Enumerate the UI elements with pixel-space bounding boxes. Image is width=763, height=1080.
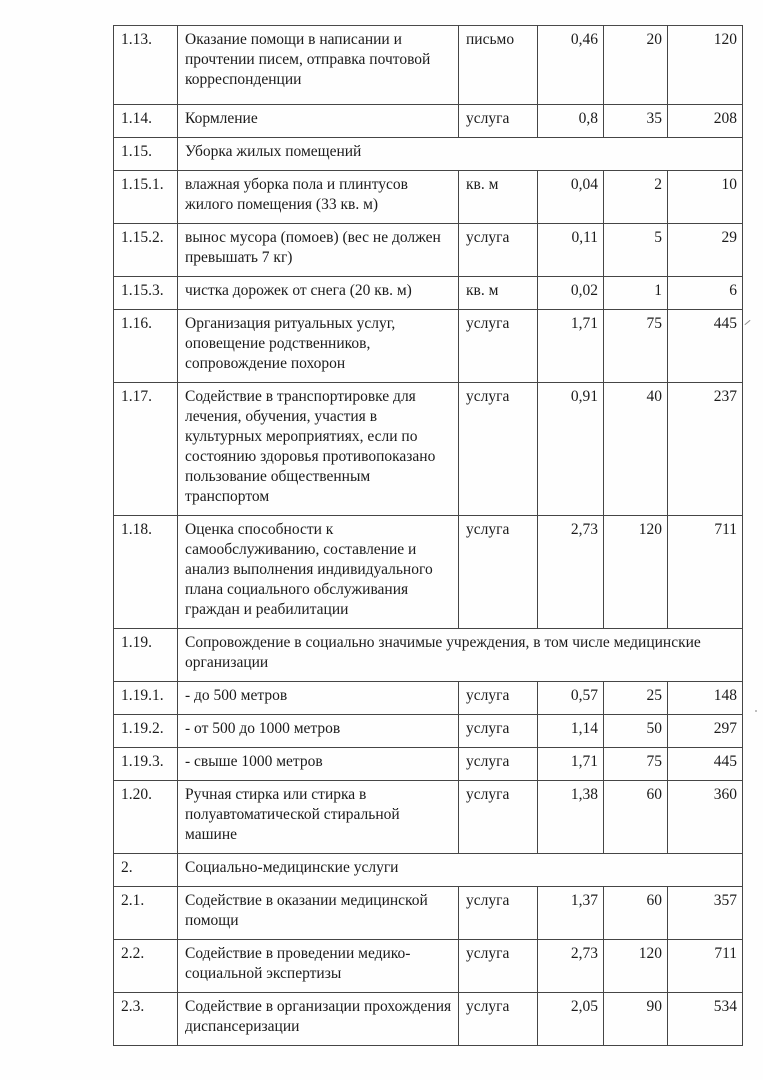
row-number-cell: 1.19.	[114, 629, 178, 682]
time-cell: 5	[604, 224, 668, 277]
time-cell: 1	[604, 277, 668, 310]
rate-cell: 1,37	[538, 887, 604, 940]
table-row	[114, 310, 743, 383]
time-cell: 50	[604, 715, 668, 748]
row-number-cell: 2.1.	[114, 887, 178, 940]
price-cell: 445	[668, 748, 743, 781]
time-cell: 75	[604, 310, 668, 383]
table-row	[114, 629, 743, 682]
time-cell: 40	[604, 383, 668, 516]
rate-cell: 0,11	[538, 224, 604, 277]
unit-cell: услуга	[459, 383, 538, 516]
price-cell: 297	[668, 715, 743, 748]
rate-cell: 0,04	[538, 171, 604, 224]
row-number-cell: 1.15.3.	[114, 277, 178, 310]
row-number-cell: 1.15.	[114, 138, 178, 171]
table-row	[114, 940, 743, 993]
rate-cell: 2,73	[538, 940, 604, 993]
unit-cell: услуга	[459, 715, 538, 748]
scan-artifact-tick	[744, 320, 750, 325]
unit-cell: услуга	[459, 310, 538, 383]
service-name-cell: Содействие в транспортировке для лечения, обучения, участия в культурных мероприятиях, если по состоянию здоровья противопоказано пользование общественным транспортом	[178, 383, 459, 516]
row-number-cell: 1.19.2.	[114, 715, 178, 748]
section-title-cell: Уборка жилых помещений	[178, 138, 743, 171]
rate-cell: 0,46	[538, 26, 604, 105]
time-cell: 35	[604, 105, 668, 138]
table-row	[114, 993, 743, 1046]
row-number-cell: 1.18.	[114, 516, 178, 629]
service-name-cell: вынос мусора (помоев) (вес не должен превышать 7 кг)	[178, 224, 459, 277]
row-number-cell: 1.13.	[114, 26, 178, 105]
unit-cell: кв. м	[459, 171, 538, 224]
service-name-cell: Организация ритуальных услуг, оповещение родственников, сопровождение похорон	[178, 310, 459, 383]
service-name-cell: - от 500 до 1000 метров	[178, 715, 459, 748]
unit-cell: услуга	[459, 105, 538, 138]
row-number-cell: 1.20.	[114, 781, 178, 854]
rate-cell: 1,14	[538, 715, 604, 748]
time-cell: 60	[604, 887, 668, 940]
section-title-cell: Социально-медицинские услуги	[178, 854, 743, 887]
table-row	[114, 26, 743, 105]
service-name-cell: Оценка способности к самообслуживанию, составление и анализ выполнения индивидуального плана социального обслуживания граждан и реабилитации	[178, 516, 459, 629]
services-tariff-table	[113, 25, 743, 1046]
row-number-cell: 1.15.2.	[114, 224, 178, 277]
table-row	[114, 138, 743, 171]
table-row	[114, 171, 743, 224]
unit-cell: услуга	[459, 682, 538, 715]
unit-cell: услуга	[459, 748, 538, 781]
time-cell: 75	[604, 748, 668, 781]
rate-cell: 2,05	[538, 993, 604, 1046]
scan-artifact-dot	[755, 710, 757, 712]
time-cell: 90	[604, 993, 668, 1046]
service-name-cell: - свыше 1000 метров	[178, 748, 459, 781]
table-row	[114, 277, 743, 310]
rate-cell: 1,38	[538, 781, 604, 854]
time-cell: 20	[604, 26, 668, 105]
service-name-cell: Оказание помощи в написании и прочтении писем, отправка почтовой корреспонденции	[178, 26, 459, 105]
unit-cell: услуга	[459, 887, 538, 940]
service-name-cell: - до 500 метров	[178, 682, 459, 715]
service-name-cell: Содействие в организации прохождения диспансеризации	[178, 993, 459, 1046]
table-row	[114, 516, 743, 629]
unit-cell: кв. м	[459, 277, 538, 310]
row-number-cell: 1.19.1.	[114, 682, 178, 715]
rate-cell: 0,91	[538, 383, 604, 516]
unit-cell: услуга	[459, 224, 538, 277]
price-cell: 445	[668, 310, 743, 383]
table-row	[114, 854, 743, 887]
unit-cell: услуга	[459, 940, 538, 993]
table-row	[114, 224, 743, 277]
price-cell: 360	[668, 781, 743, 854]
table-row	[114, 105, 743, 138]
table-row	[114, 887, 743, 940]
price-cell: 29	[668, 224, 743, 277]
time-cell: 2	[604, 171, 668, 224]
table-row	[114, 748, 743, 781]
service-name-cell: Кормление	[178, 105, 459, 138]
rate-cell: 0,8	[538, 105, 604, 138]
price-cell: 237	[668, 383, 743, 516]
rate-cell: 0,02	[538, 277, 604, 310]
unit-cell: услуга	[459, 993, 538, 1046]
row-number-cell: 2.3.	[114, 993, 178, 1046]
table-row	[114, 715, 743, 748]
service-name-cell: Ручная стирка или стирка в полуавтоматической стиральной машине	[178, 781, 459, 854]
service-name-cell: Содействие в оказании медицинской помощи	[178, 887, 459, 940]
row-number-cell: 1.16.	[114, 310, 178, 383]
table-row	[114, 383, 743, 516]
service-name-cell: чистка дорожек от снега (20 кв. м)	[178, 277, 459, 310]
price-cell: 208	[668, 105, 743, 138]
rate-cell: 1,71	[538, 748, 604, 781]
unit-cell: услуга	[459, 781, 538, 854]
time-cell: 120	[604, 516, 668, 629]
price-cell: 120	[668, 26, 743, 105]
row-number-cell: 2.2.	[114, 940, 178, 993]
rate-cell: 0,57	[538, 682, 604, 715]
row-number-cell: 2.	[114, 854, 178, 887]
service-name-cell: Содействие в проведении медико-социальной экспертизы	[178, 940, 459, 993]
price-cell: 534	[668, 993, 743, 1046]
row-number-cell: 1.19.3.	[114, 748, 178, 781]
price-cell: 6	[668, 277, 743, 310]
row-number-cell: 1.17.	[114, 383, 178, 516]
table-row	[114, 781, 743, 854]
table-row	[114, 682, 743, 715]
price-cell: 711	[668, 516, 743, 629]
row-number-cell: 1.15.1.	[114, 171, 178, 224]
unit-cell: письмо	[459, 26, 538, 105]
time-cell: 60	[604, 781, 668, 854]
time-cell: 25	[604, 682, 668, 715]
service-name-cell: влажная уборка пола и плинтусов жилого помещения (33 кв. м)	[178, 171, 459, 224]
price-cell: 711	[668, 940, 743, 993]
time-cell: 120	[604, 940, 668, 993]
section-title-cell: Сопровождение в социально значимые учреждения, в том числе медицинские организации	[178, 629, 743, 682]
rate-cell: 2,73	[538, 516, 604, 629]
row-number-cell: 1.14.	[114, 105, 178, 138]
unit-cell: услуга	[459, 516, 538, 629]
price-cell: 148	[668, 682, 743, 715]
price-cell: 357	[668, 887, 743, 940]
price-cell: 10	[668, 171, 743, 224]
rate-cell: 1,71	[538, 310, 604, 383]
